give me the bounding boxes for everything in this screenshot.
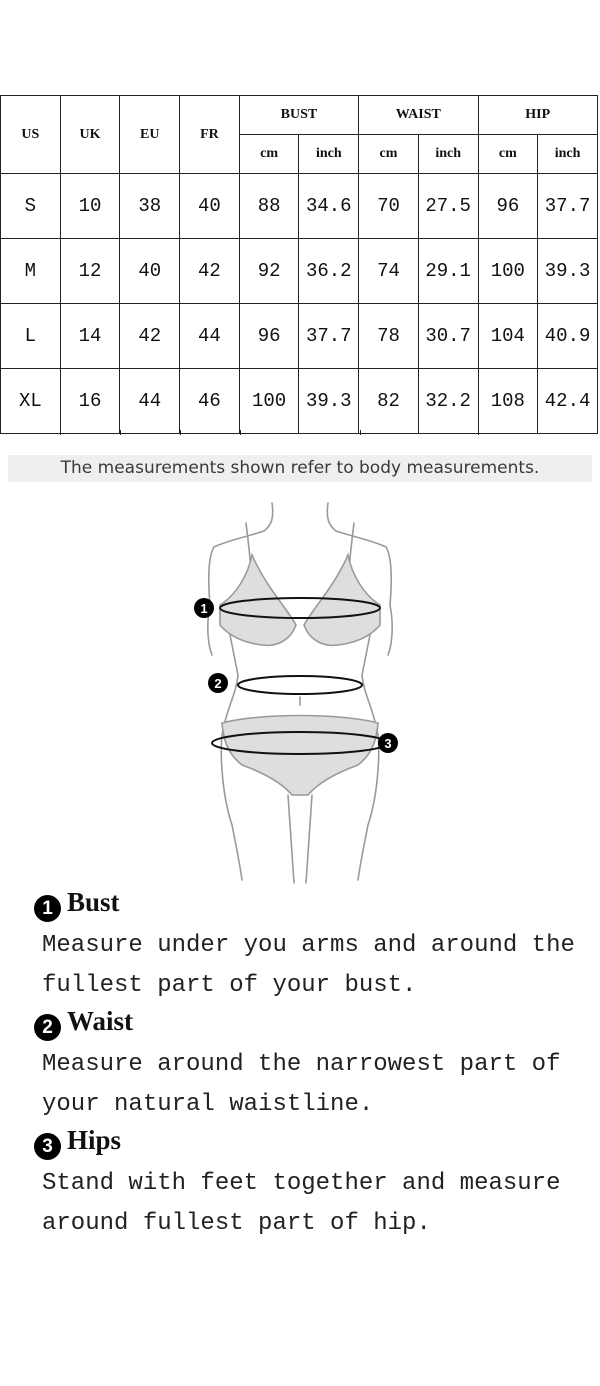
- unit-inch: inch: [538, 135, 598, 174]
- divider: [120, 430, 121, 435]
- svg-text:1: 1: [200, 601, 208, 616]
- table-cell: 42.4: [538, 369, 598, 434]
- table-cell: 10: [60, 174, 120, 239]
- divider: [60, 430, 61, 435]
- table-cell: 39.3: [538, 239, 598, 304]
- header-eu: EU: [120, 96, 180, 174]
- table-cell: 88: [239, 174, 299, 239]
- instruction-waist: [34, 1004, 592, 1125]
- divider: [360, 430, 361, 435]
- table-cell: 46: [180, 369, 240, 434]
- number-badge: 3: [34, 1133, 61, 1160]
- table-cell: 44: [180, 304, 240, 369]
- table-cell: 100: [239, 369, 299, 434]
- marker-3: [378, 733, 398, 753]
- table-cell: 32.2: [418, 369, 478, 434]
- table-cell: 40: [120, 239, 180, 304]
- table-row: [1, 369, 598, 434]
- table-cell: 78: [359, 304, 419, 369]
- table-cell: 40: [180, 174, 240, 239]
- table-cell: 108: [478, 369, 538, 434]
- table-cell: 92: [239, 239, 299, 304]
- table-cell: S: [1, 174, 61, 239]
- table-cell: 100: [478, 239, 538, 304]
- header-hip: HIP: [478, 96, 598, 135]
- number-badge: 1: [34, 895, 61, 922]
- table-cell: M: [1, 239, 61, 304]
- divider: [0, 433, 598, 434]
- table-cell: 37.7: [299, 304, 359, 369]
- body-measurement-illustration: [190, 495, 410, 885]
- table-cell: L: [1, 304, 61, 369]
- table-cell: 70: [359, 174, 419, 239]
- instruction-heading: [34, 1004, 592, 1041]
- table-cell: 16: [60, 369, 120, 434]
- unit-cm: cm: [359, 135, 419, 174]
- table-row: [1, 304, 598, 369]
- table-cell: 34.6: [299, 174, 359, 239]
- table-cell: 42: [180, 239, 240, 304]
- table-cell: 38: [120, 174, 180, 239]
- instruction-text: Measure around the narrowest part of your natural waistline.: [42, 1051, 561, 1118]
- instruction-text: Stand with feet together and measure around fullest part of hip.: [42, 1170, 561, 1237]
- unit-inch: inch: [418, 135, 478, 174]
- instruction-bust: [34, 885, 592, 1006]
- table-cell: 37.7: [538, 174, 598, 239]
- table-cell: 104: [478, 304, 538, 369]
- instruction-heading: [34, 1123, 592, 1160]
- header-uk: UK: [60, 96, 120, 174]
- instruction-title: Hips: [67, 1125, 122, 1155]
- table-cell: 27.5: [418, 174, 478, 239]
- svg-text:2: 2: [214, 676, 222, 691]
- table-cell: 39.3: [299, 369, 359, 434]
- measurement-note: The measurements shown refer to body measurements.: [8, 455, 592, 482]
- instruction-title: Bust: [67, 887, 120, 917]
- table-cell: 30.7: [418, 304, 478, 369]
- table-cell: 14: [60, 304, 120, 369]
- instruction-text: Measure under you arms and around the fullest part of your bust.: [42, 932, 575, 999]
- table-row: [1, 239, 598, 304]
- table-cell: XL: [1, 369, 61, 434]
- header-us: US: [1, 96, 61, 174]
- instruction-hips: [34, 1123, 592, 1244]
- header-fr: FR: [180, 96, 240, 174]
- svg-text:3: 3: [384, 736, 392, 751]
- number-badge: 2: [34, 1014, 61, 1041]
- unit-cm: cm: [239, 135, 299, 174]
- table-cell: 29.1: [418, 239, 478, 304]
- header-bust: BUST: [239, 96, 358, 135]
- table-cell: 74: [359, 239, 419, 304]
- table-cell: 96: [239, 304, 299, 369]
- marker-1: [194, 598, 214, 618]
- size-chart-table: [0, 95, 598, 434]
- table-cell: 12: [60, 239, 120, 304]
- table-cell: 82: [359, 369, 419, 434]
- table-cell: 40.9: [538, 304, 598, 369]
- instruction-heading: [34, 885, 592, 922]
- divider: [478, 430, 479, 435]
- table-cell: 36.2: [299, 239, 359, 304]
- instruction-title: Waist: [67, 1006, 134, 1036]
- table-body: [1, 174, 598, 434]
- table-cell: 96: [478, 174, 538, 239]
- marker-2: [208, 673, 228, 693]
- header-waist: WAIST: [359, 96, 478, 135]
- unit-inch: inch: [299, 135, 359, 174]
- table-row: [1, 174, 598, 239]
- table-cell: 44: [120, 369, 180, 434]
- divider: [240, 430, 241, 435]
- divider: [180, 430, 181, 435]
- unit-cm: cm: [478, 135, 538, 174]
- table-cell: 42: [120, 304, 180, 369]
